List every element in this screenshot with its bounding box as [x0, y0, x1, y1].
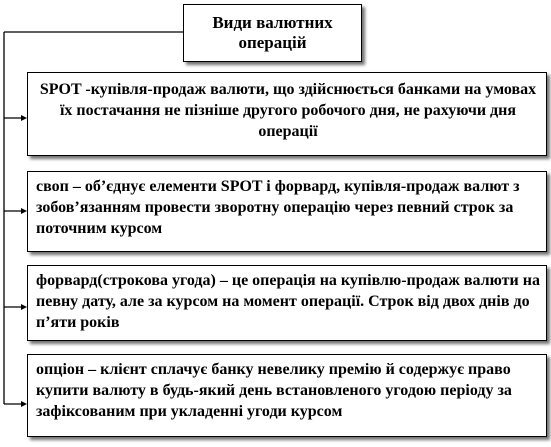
operation-text-swap: своп – об’єднує елементи SPOT і форвард, купівля-продаж валют з зобов’язанням провести зворотну операцію через певний строк за поточним курсом	[36, 178, 520, 237]
operation-text-spot: SPOT -купівля-продаж валюти, що здійснюється банками на умовах їх постачання не пізніше другого робочого дня, не рахуючи дня операції	[39, 81, 537, 140]
diagram-title-box	[183, 4, 362, 62]
operation-box-option	[27, 354, 547, 437]
operation-box-swap	[27, 171, 547, 252]
operation-text-option: опціон – клієнт сплачує банку невелику премію й содержує право купити валюту в будь-який день встановленого угодою періоду за зафіксованим при укладенні угоди курсом	[36, 361, 512, 420]
diagram-title: Види валютних операцій	[212, 13, 333, 52]
operation-box-forward	[27, 265, 547, 341]
operation-box-spot	[27, 72, 547, 156]
operation-text-forward: форвард(строкова угода) – це операція на купівлю-продаж валюти на певну дату, але за курсом на момент операції. Строк від двох днів до п’яти років	[36, 272, 540, 331]
